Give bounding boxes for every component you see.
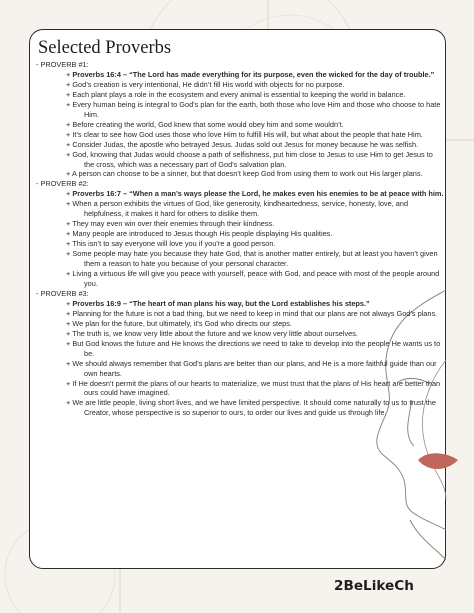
proverb-section <box>36 289 444 418</box>
list-item: + Some people may hate you because they hate God, that is another matter entirely, but at least you haven’t given them a reason to hate you because of your personal character. <box>66 249 444 269</box>
list-item: + We plan for the future, but ultimately, it’s God who directs our steps. <box>66 319 444 329</box>
list-item: + Many people are introduced to Jesus though His people displaying His qualities. <box>66 229 444 239</box>
proverb-reference: + Proverbs 16:9 – “The heart of man plans his way, but the Lord establishes his steps.” <box>66 299 444 309</box>
list-item: + Consider Judas, the apostle who betrayed Jesus. Judas sold out Jesus for money because he was selfish. <box>66 140 444 150</box>
list-item: + A person can choose to be a sinner, but that doesn’t keep God from using them to work out His larger plans. <box>66 169 444 179</box>
list-item: + They may even win over their enemies through their kindness. <box>66 219 444 229</box>
list-item: + God’s creation is very intentional, He didn’t fill His world with objects for no purpose. <box>66 80 444 90</box>
list-item: + Before creating the world, God knew that some would obey him and some wouldn’t. <box>66 120 444 130</box>
list-item: + It’s clear to see how God uses those who love Him to fulfill His will, but what about the people that hate Him. <box>66 130 444 140</box>
proverb-section <box>36 179 444 288</box>
list-item: + Planning for the future is not a bad thing, but we need to keep in mind that our plans are not always God’s plans. <box>66 309 444 319</box>
list-item: + We are little people, living short lives, and we have limited perspective. It should come naturally to us to trust the Creator, whose perspective is so superior to ours, to order our lives and guide us through life. <box>66 398 444 418</box>
page-title: Selected Proverbs <box>38 38 172 58</box>
list-item: + This isn’t to say everyone will love you if you’re a good person. <box>66 239 444 249</box>
list-item: + God, knowing that Judas would choose a path of selfishness, put him close to Jesus to use Him to get Jesus to the cross, which was a necessary part of God’s salvation plan. <box>66 150 444 170</box>
proverb-section <box>36 60 444 179</box>
list-item: + Living a virtuous life will give you peace with yourself, peace with God, and peace with most of the people around you. <box>66 269 444 289</box>
list-item: + When a person exhibits the virtues of God, like generosity, kindheartedness, service, honesty, love, and helpfulness, it makes it hard for others to dislike them. <box>66 199 444 219</box>
brand-logo-text: 2BeLikeCh <box>334 578 414 594</box>
proverb-reference: + Proverbs 16:7 – “When a man’s ways please the Lord, he makes even his enemies to be at peace with him. <box>66 189 444 199</box>
list-item: + Every human being is integral to God’s plan for the earth, both those who love Him and those who choose to hate Him. <box>66 100 444 120</box>
list-item: + Each plant plays a role in the ecosystem and every animal is essential to keeping the world in balance. <box>66 90 444 100</box>
proverb-label: - PROVERB #1: <box>36 60 89 69</box>
proverbs-content <box>36 60 444 418</box>
proverb-label: - PROVERB #3: <box>36 288 89 298</box>
proverb-reference: + Proverbs 16:4 – “The Lord has made everything for its purpose, even the wicked for the day of trouble.” <box>66 70 444 80</box>
list-item: + We should always remember that God’s plans are better than our plans, and He is a more faithful guide than our own hearts. <box>66 359 444 379</box>
list-item: + If He doesn’t permit the plans of our hearts to materialize, we must trust that the plans of His heart are better than ours could have imagined. <box>66 379 444 399</box>
proverb-label: - PROVERB #2: <box>36 179 89 189</box>
list-item: + The truth is, we know very little about the future and we know very little about ourselves. <box>66 329 444 339</box>
list-item: + But God knows the future and He knows the directions we need to take to develop into the people He wants us to be. <box>66 339 444 359</box>
